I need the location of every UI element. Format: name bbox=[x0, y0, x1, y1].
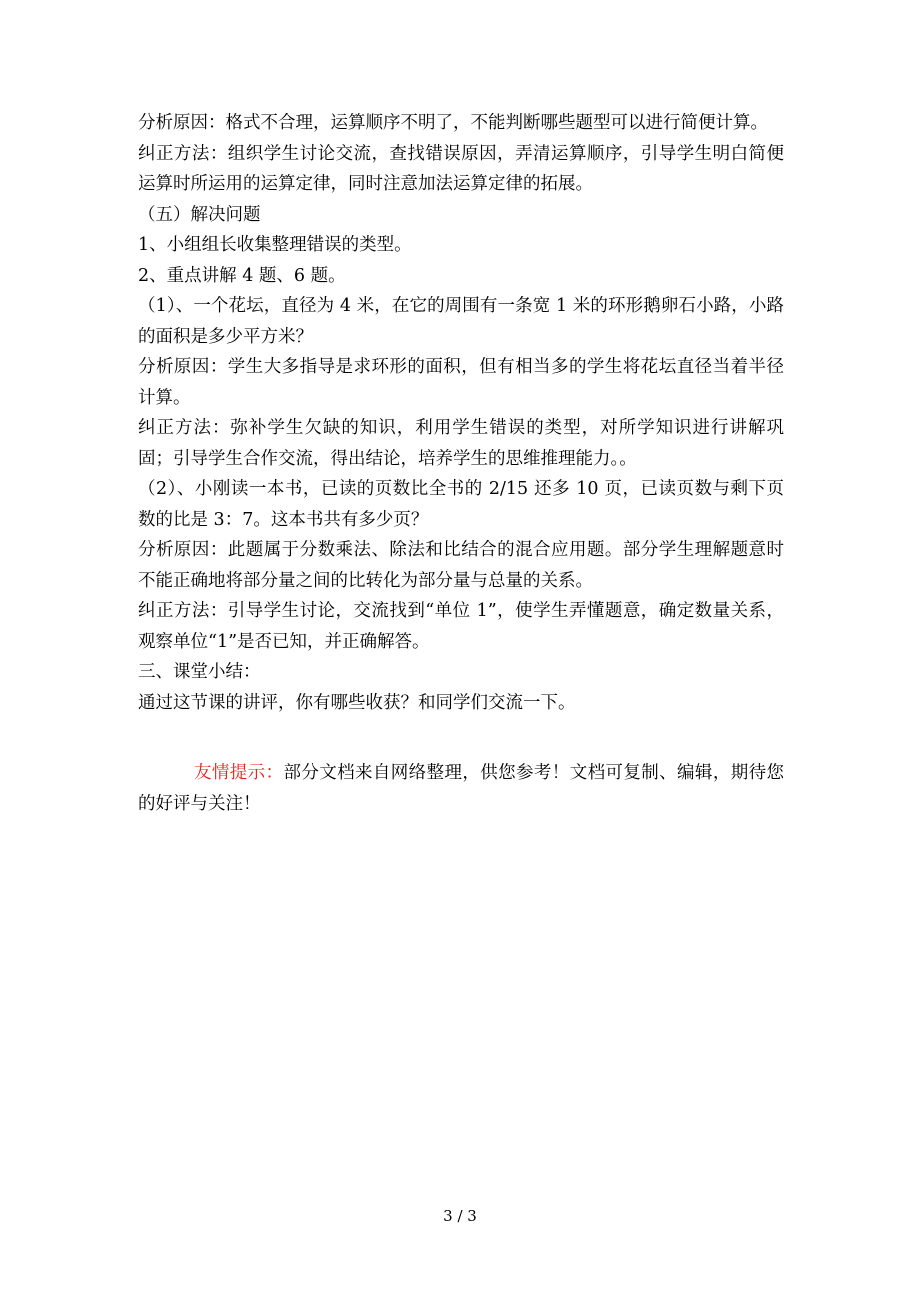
list-item-2: 2、重点讲解 4 题、6 题。 bbox=[138, 265, 346, 286]
paragraph-correction-2: 纠正方法：弥补学生欠缺的知识，利用学生错误的类型，对所学知识进行讲解巩固；引导学生合作交流，得出结论，培养学生的思维推理能力。。 bbox=[138, 418, 784, 469]
friendly-tip-label: 友情提示： bbox=[194, 763, 284, 783]
paragraph-correction-3: 纠正方法：引导学生讨论，交流找到“单位 1”，使学生弄懂题意，确定数量关系，观察单位“1”是否已知，并正确解答。 bbox=[138, 601, 784, 652]
paragraph-analysis-3: 分析原因：此题属于分数乘法、除法和比结合的混合应用题。部分学生理解题意时不能正确地将部分量之间的比转化为部分量与总量的关系。 bbox=[138, 540, 784, 591]
document-body bbox=[138, 108, 784, 718]
friendly-tip bbox=[138, 758, 784, 819]
section-heading-solve-problems: （五）解决问题 bbox=[138, 204, 261, 225]
paragraph-analysis-2: 分析原因：学生大多指导是求环形的面积，但有相当多的学生将花坛直径当着半径计算。 bbox=[138, 357, 784, 408]
friendly-tip-text: 部分文档来自网络整理，供您参考！文档可复制、编辑，期待您的好评与关注！ bbox=[138, 763, 784, 814]
section-heading-summary: 三、课堂小结： bbox=[138, 662, 261, 682]
paragraph-correction-1: 纠正方法：组织学生讨论交流，查找错误原因，弄清运算顺序，引导学生明白简便运算时所运用的运算定律，同时注意加法运算定律的拓展。 bbox=[138, 143, 784, 194]
problem-1: （1）、一个花坛，直径为 4 米，在它的周围有一条宽 1 米的环形鹅卵石小路，小路的面积是多少平方米？ bbox=[138, 296, 784, 347]
paragraph-analysis-1: 分析原因：格式不合理，运算顺序不明了，不能判断哪些题型可以进行简便计算。 bbox=[138, 113, 768, 133]
problem-2: （2）、小刚读一本书，已读的页数比全书的 2/15 还多 10 页，已读页数与剩下页数的比是 3：7。这本书共有多少页？ bbox=[138, 479, 784, 530]
page-number: 3 / 3 bbox=[443, 1207, 477, 1225]
friendly-tip-paragraph bbox=[138, 758, 784, 819]
list-item-1: 1、小组组长收集整理错误的类型。 bbox=[138, 235, 412, 255]
paragraph-summary: 通过这节课的讲评，你有哪些收获？和同学们交流一下。 bbox=[138, 692, 576, 713]
